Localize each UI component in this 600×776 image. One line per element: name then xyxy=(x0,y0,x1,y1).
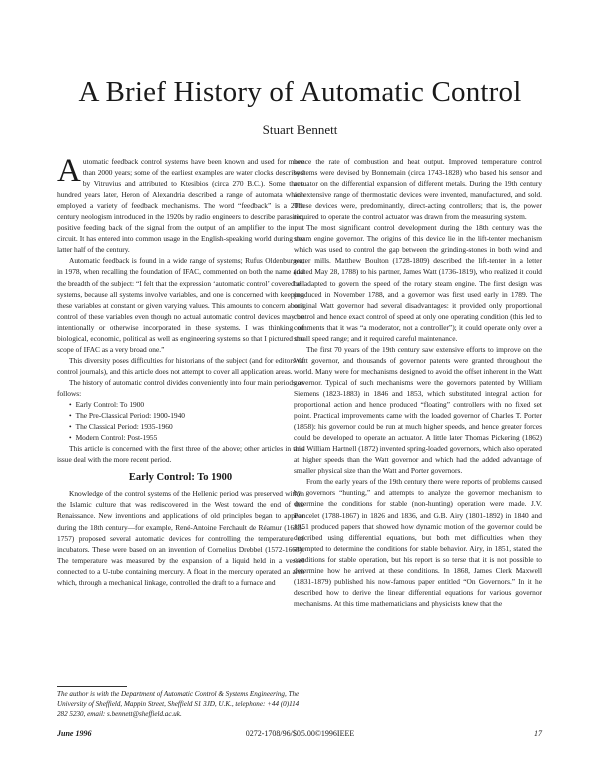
intro-text: utomatic feedback control systems have been known and used for more than 2000 years; some of the earliest examples are water clocks described by Vitruvius and attributed to Ktesibios (circa 270 B.C.). Some three hundred years later, Heron of Alexandria described a range of automata which employed a variety of feedback mechanisms. The word “feedback” is a 20th century neologism introduced in the 1920s by radio engineers to describe parasitic, positive feeding back of the signal from the output of an amplifier to the input circuit. It has entered into common usage in the English-speaking world during the latter half of the century. xyxy=(57,157,304,255)
list-item: • Modern Control: Post-1955 xyxy=(69,432,304,443)
left-column xyxy=(57,153,304,588)
intro-paragraph xyxy=(57,153,304,255)
list-item: • The Classical Period: 1935-1960 xyxy=(69,421,304,432)
paragraph: hence the rate of combustion and heat output. Improved temperature control systems were devised by Bonnemain (circa 1743-1828) who based his sensor and actuator on the differential expansion of different metals. During the 19th century an extensive range of thermostatic devices were invented, manufactured, and sold. These devices were, predominantly, direct-acting controllers; that is, the power required to operate the control actuator was drawn from the measuring system. xyxy=(294,157,542,222)
period-list xyxy=(69,399,304,443)
list-item: • The Pre-Classical Period: 1900-1940 xyxy=(69,410,304,421)
footnote-divider xyxy=(57,686,127,687)
author-footnote: The author is with the Department of Automatic Control & Systems Engineering, The University of Sheffield, Mappin Street, Sheffield S1 3JD, U.K., telephone: +44 (0)114 282 5230, email: s.bennett@sheffield.ac.uk. xyxy=(57,690,300,719)
paragraph: The history of automatic control divides conveniently into four main periods as follows: xyxy=(57,377,304,398)
paragraph: The first 70 years of the 19th century saw extensive efforts to improve on the Watt governor, and thousands of governor patents were granted throughout the world. Many were for mechanisms designed to avoid the offset inherent in the Watt governor. Typical of such mechanisms were the governors patented by William Siemens (1823-1883) in 1846 and 1853, which substituted integral action for proportional action and hence produced “floating” controllers with no fixed set point. Practical improvements came with the loaded governor of Charles T. Porter (1858): his governor could be run at much higher speeds, and hence greater forces could be developed to operate an actuator. A little later Thomas Pickering (1862) and William Hartnell (1872) invented spring-loaded governors, which also operated at higher speeds than the Watt governor and which had the added advantage of smaller physical size than the Watt and Porter governors. xyxy=(294,344,542,476)
paragraph: Knowledge of the control systems of the Hellenic period was preserved within the Islamic culture that was rediscovered in the West toward the end of the Renaissance. New inventions and applications of old principles began to appear during the 18th century—for example, René-Antoine Ferchault de Réamur (1683-1757) proposed several automatic devices for controlling the temperature of incubators. These were based on an invention of Cornelius Drebbel (1572-1663). The temperature was measured by the expansion of a liquid held in a vessel connected to a U-tube containing mercury. A float in the mercury operated an arm which, through a mechanical linkage, controlled the draft to a furnace and xyxy=(57,489,304,587)
right-column xyxy=(294,156,542,609)
footer-date: June 1996 xyxy=(57,729,92,738)
drop-cap: A xyxy=(57,153,81,189)
article-title: A Brief History of Automatic Control xyxy=(78,76,522,108)
paragraph: This diversity poses difficulties for historians of the subject (and for editors of control journals), and this article does not attempt to cover all application areas. xyxy=(57,355,304,376)
author-name: Stuart Bennett xyxy=(262,122,338,137)
paragraph: Automatic feedback is found in a wide range of systems; Rufus Oldenburger, in 1978, when recalling the foundation of IFAC, commented on both the name and the breadth of the subject: “I felt that the expression ‘automatic control’ covered all systems, because all systems involve variables, and one is concerned with keeping these variables at constant or given varying values. This amounts to concern about control of these variables even though no actual automatic control devices may be intentionally or otherwise incorporated in these systems. I was thinking of biological, economic, political as well as engineering systems so that I pictured the scope of IFAC as a very broad one.” xyxy=(57,256,304,354)
page-number: 17 xyxy=(534,729,542,738)
paragraph: From the early years of the 19th century there were reports of problems caused by governors “hunting,” and attempts to analyze the governor mechanism to determine the conditions for stable (non-hunting) operation were made. J.V. Poncelet (1788-1867) in 1826 and 1836, and G.B. Airy (1801-1892) in 1840 and 1851 produced papers that showed how dynamic motion of the governor could be described using differential equations, but both met difficulties when they attempted to determine the conditions for stable behavior. Airy, in 1851, stated the conditions for stable operation, but his report is so terse that it is not possible to determine how he arrived at these conditions. In 1868, James Clerk Maxwell (1831-1879) published his now-famous paper entitled “On Governors.” In it he described how to derive the linear differential equations for various governor mechanisms. At this time mathematicians and physicists knew that the xyxy=(294,477,542,608)
section-heading: Early Control: To 1900 xyxy=(128,472,233,484)
paragraph: The most significant control development during the 18th century was the steam engine governor. The origins of this device lie in the lift-tenter mechanism which was used to control the gap between the grinding-stones in both wind and water mills. Matthew Boulton (1728-1809) described the lift-tenter in a letter (dated May 28, 1788) to his partner, James Watt (1736-1819), who realized it could be adapted to govern the speed of the rotary steam engine. The first design was produced in November 1788, and a governor was first used early in 1789. The original Watt governor had several disadvantages: it provided only proportional control and hence exact control of speed at only one operating condition (this led to comments that it was “a moderator, not a controller”); it could operate only over a small speed range; and it required careful maintenance. xyxy=(294,223,542,343)
footer-copyright-code: 0272-1708/96/$05.00©1996IEEE xyxy=(245,729,355,738)
list-item: • Early Control: To 1900 xyxy=(69,399,304,410)
paragraph: This article is concerned with the first three of the above; other articles in this issue deal with the more recent period. xyxy=(57,444,304,465)
